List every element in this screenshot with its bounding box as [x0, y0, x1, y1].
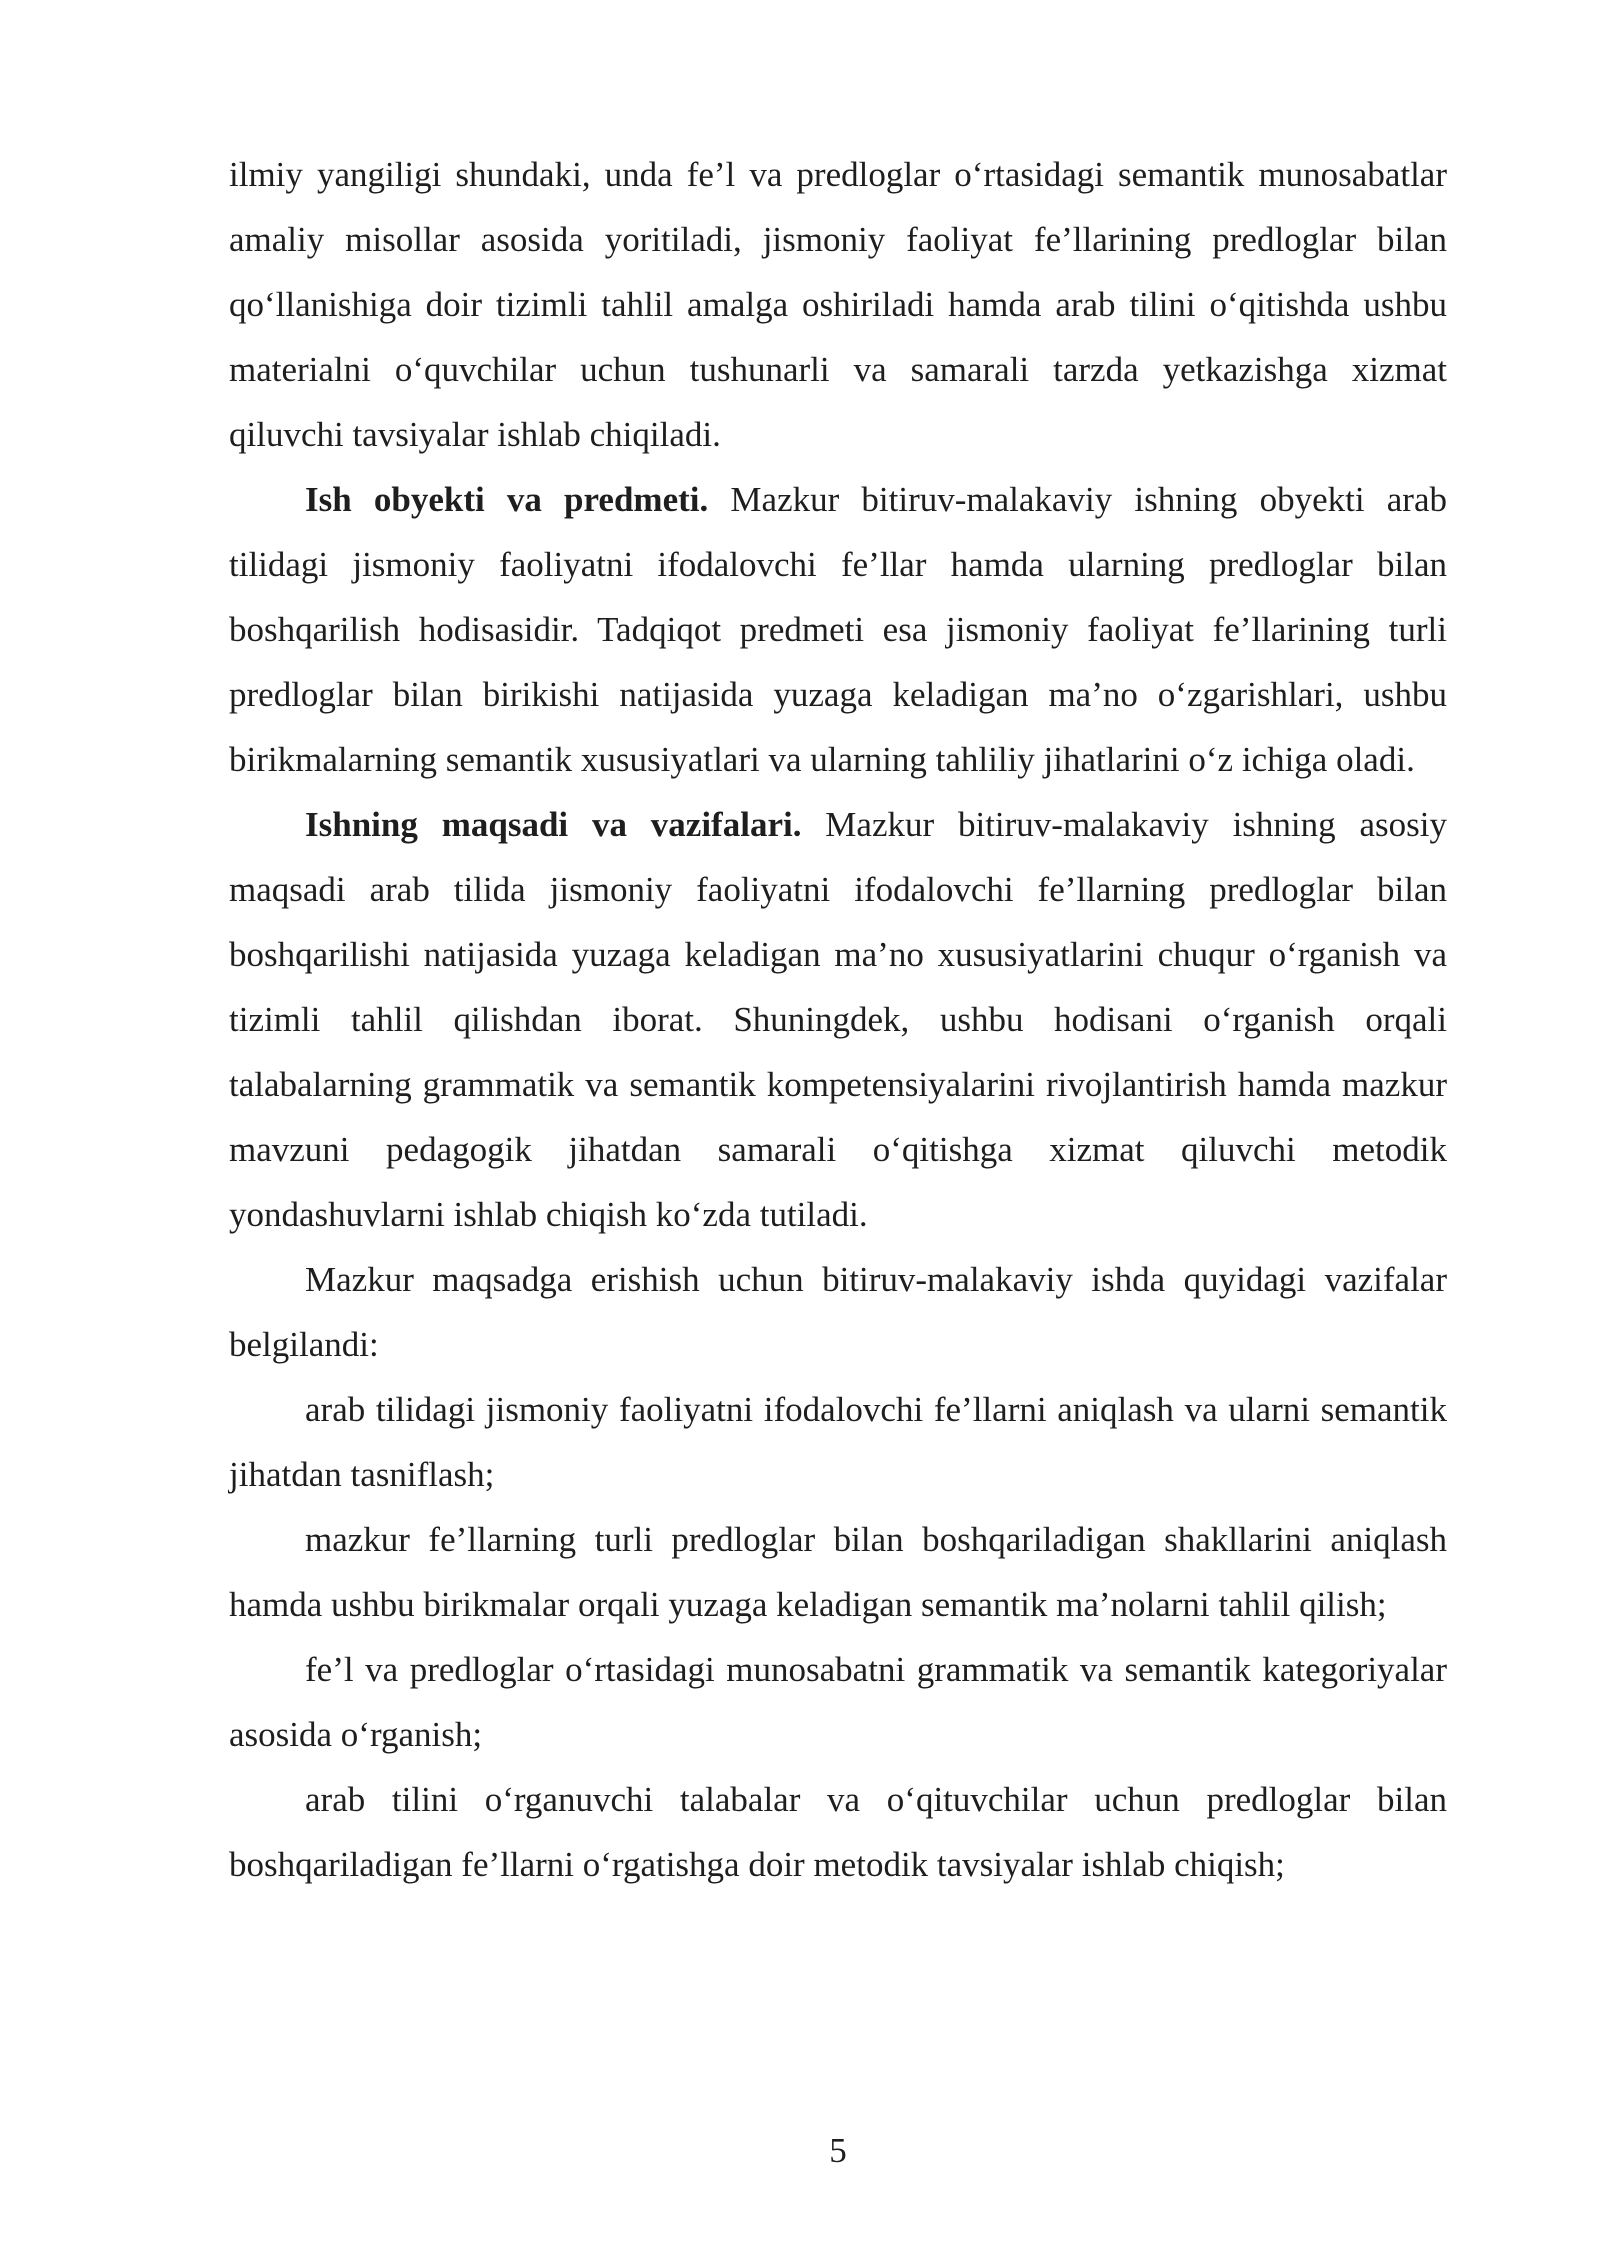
paragraph-text: Mazkur maqsadga erishish uchun bitiruv-malakaviy ishda quyidagi vazifalar belgilandi:	[229, 1260, 1447, 1364]
task-item-4	[229, 1767, 1447, 1897]
task-item-3	[229, 1637, 1447, 1767]
paragraph-aims-tasks	[229, 792, 1447, 1247]
paragraph-text: ilmiy yangiligi shundaki, unda fe’l va predloglar o‘rtasidagi semantik munosabatlar amaliy misollar asosida yoritiladi, jismoniy faoliyat fe’llarining predloglar bilan qo‘llanishiga doir tizimli tahlil amalga oshiriladi hamda arab tilini o‘qitishda ushbu materialni o‘quvchilar uchun tushunarli va samarali tarzda yetkazishga xizmat qiluvchi tavsiyalar ishlab chiqiladi.	[229, 155, 1447, 454]
paragraph-object-subject	[229, 467, 1447, 792]
paragraph-text: fe’l va predloglar o‘rtasidagi munosabatni grammatik va semantik kategoriyalar asosida o‘rganish;	[229, 1650, 1447, 1754]
task-item-1	[229, 1377, 1447, 1507]
section-heading-object-subject: Ish obyekti va predmeti.	[305, 480, 709, 519]
page-number: 5	[829, 2131, 847, 2170]
paragraph-text: arab tilini o‘rganuvchi talabalar va o‘qituvchilar uchun predloglar bilan boshqariladigan fe’llarni o‘rgatishga doir metodik tavsiyalar ishlab chiqish;	[229, 1780, 1447, 1884]
paragraph-tasks-intro	[229, 1247, 1447, 1377]
section-heading-aims-tasks: Ishning maqsadi va vazifalari.	[305, 805, 802, 844]
paragraph-scientific-novelty	[229, 142, 1447, 467]
paragraph-text: mazkur fe’llarning turli predloglar bilan boshqariladigan shakllarini aniqlash hamda ushbu birikmalar orqali yuzaga keladigan semantik ma’nolarni tahlil qilish;	[229, 1520, 1447, 1624]
page-body	[229, 142, 1447, 1897]
paragraph-text: Mazkur bitiruv-malakaviy ishning asosiy maqsadi arab tilida jismoniy faoliyatni ifodalovchi fe’llarning predloglar bilan boshqarilishi natijasida yuzaga keladigan ma’no xususiyatlarini chuqur o‘rganish va tizimli tahlil qilishdan iborat. Shuningdek, ushbu hodisani o‘rganish orqali talabalarning grammatik va semantik kompetensiyalarini rivojlantirish hamda mazkur mavzuni pedagogik jihatdan samarali o‘qitishga xizmat qiluvchi metodik yondashuvlarni ishlab chiqish ko‘zda tutiladi.	[229, 805, 1447, 1234]
task-item-2	[229, 1507, 1447, 1637]
paragraph-text: Mazkur bitiruv-malakaviy ishning obyekti arab tilidagi jismoniy faoliyatni ifodalovchi fe’llar hamda ularning predloglar bilan boshqarilish hodisasidir. Tadqiqot predmeti esa jismoniy faoliyat fe’llarining turli predloglar bilan birikishi natijasida yuzaga keladigan ma’no o‘zgarishlari, ushbu birikmalarning semantik xususiyatlari va ularning tahliliy jihatlarini o‘z ichiga oladi.	[229, 480, 1447, 779]
paragraph-text: arab tilidagi jismoniy faoliyatni ifodalovchi fe’llarni aniqlash va ularni semantik jihatdan tasniflash;	[229, 1390, 1447, 1494]
